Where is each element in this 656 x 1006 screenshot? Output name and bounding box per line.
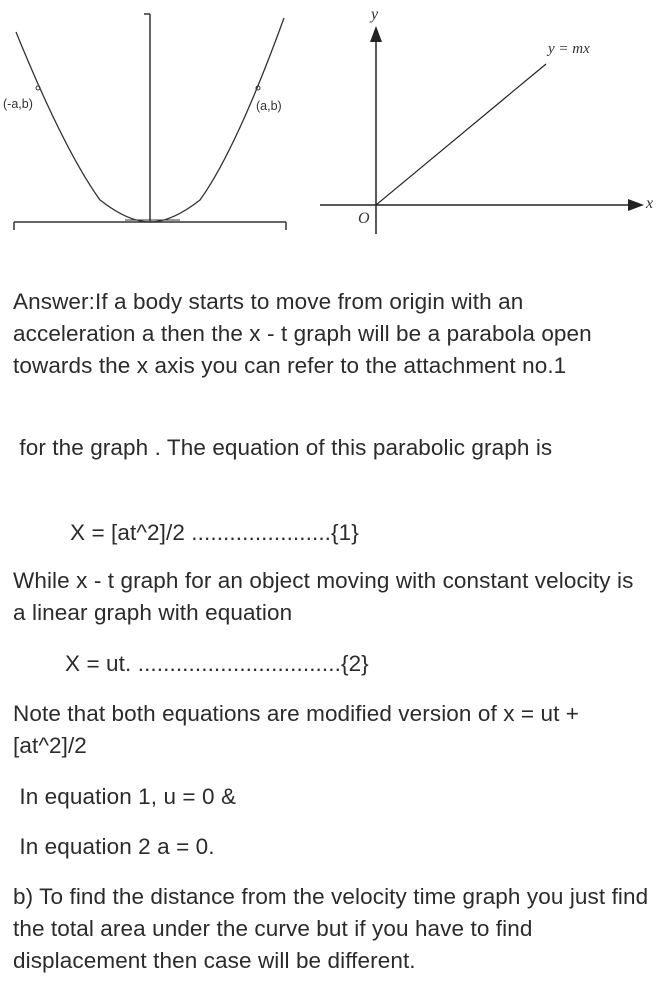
equation-1-condition: In equation 1, u = 0 & bbox=[13, 784, 237, 809]
equation-2: X = ut. ................................{2} bbox=[65, 651, 369, 676]
x-axis-arrow-icon bbox=[628, 199, 644, 211]
left-point-label: (-a,b) bbox=[3, 97, 33, 111]
note-paragraph: Note that both equations are modified version of x = ut + [at^2]/2 bbox=[13, 701, 586, 758]
graph-figures bbox=[0, 0, 656, 245]
y-axis-arrow-icon bbox=[370, 26, 382, 42]
parabola-graph bbox=[14, 14, 286, 230]
y-axis-label: y bbox=[371, 6, 379, 23]
linear-graph bbox=[320, 26, 644, 234]
proportional-line bbox=[376, 64, 546, 205]
x-axis-label: x bbox=[646, 195, 654, 212]
graph-equation-intro: for the graph . The equation of this parabolic graph is bbox=[13, 435, 553, 460]
origin-label: O bbox=[358, 210, 370, 227]
line-equation-label: y = mx bbox=[548, 41, 590, 57]
equation-2-condition: In equation 2 a = 0. bbox=[13, 834, 215, 859]
distance-paragraph: b) To find the distance from the velocity time graph you just find the total area under the curve but if you have to find displacement then case will be different. bbox=[13, 884, 655, 973]
answer-paragraph: Answer:If a body starts to move from origin with an acceleration a then the x - t graph will be a parabola open towards the x axis you can refer to the attachment no.1 bbox=[13, 289, 599, 378]
linear-graph-paragraph: While x - t graph for an object moving with constant velocity is a linear graph with equation bbox=[13, 568, 640, 625]
equation-1: X = [at^2]/2 ......................{1} bbox=[70, 520, 359, 545]
right-point-label: (a,b) bbox=[256, 99, 282, 113]
